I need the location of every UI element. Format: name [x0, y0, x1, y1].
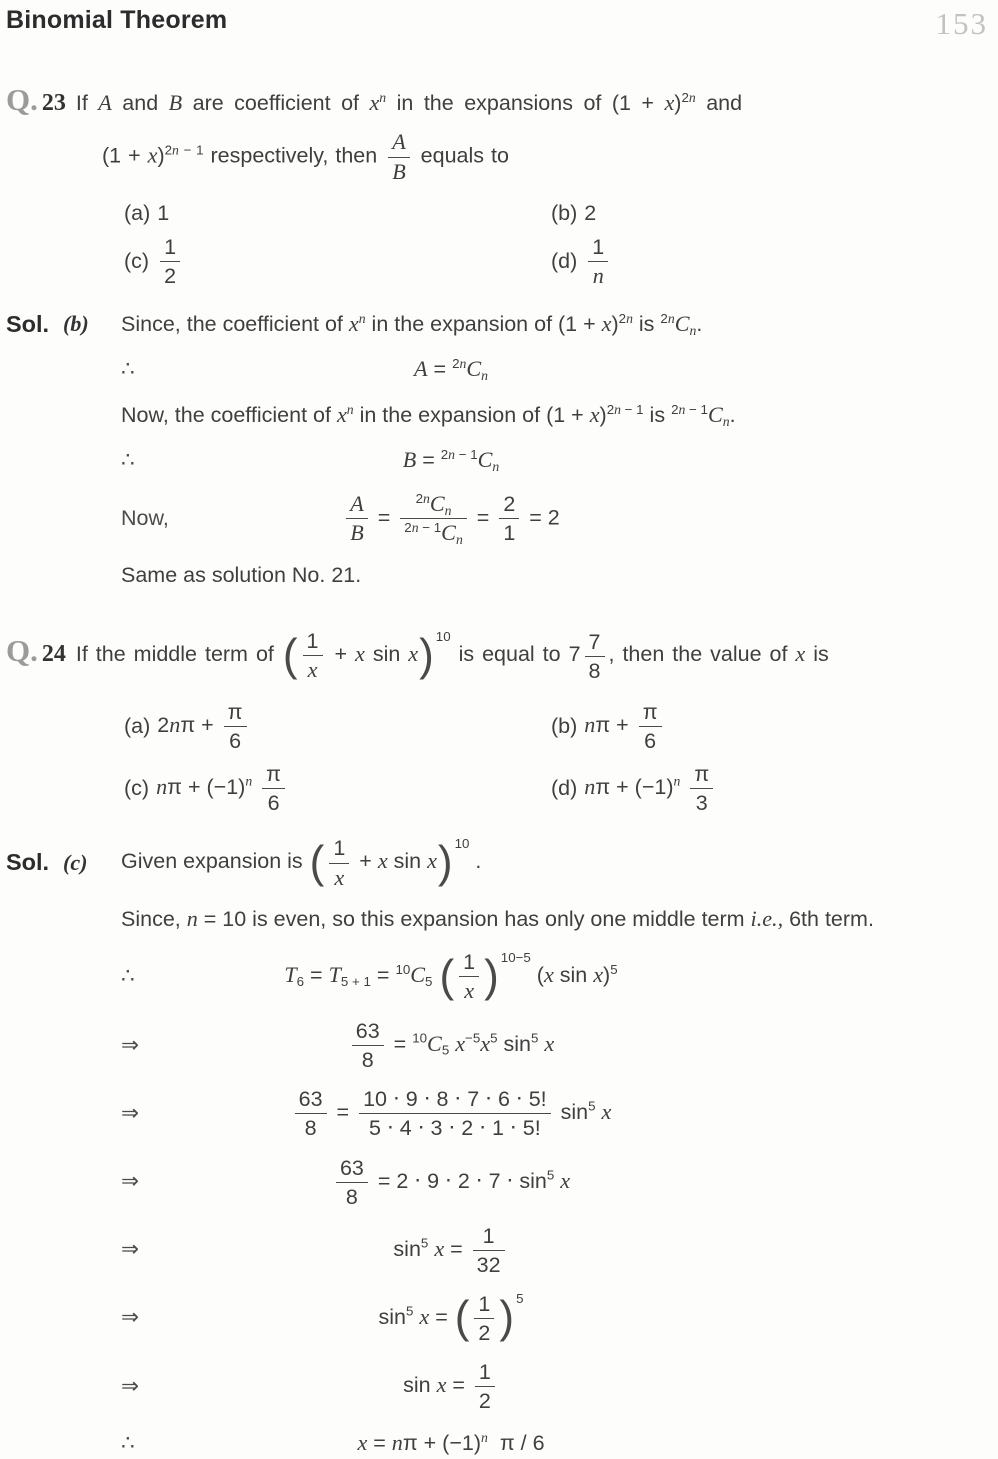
option-label: (d) — [551, 248, 578, 273]
equation: $\frac{A}{B}$ = $^{2n}C_n$ $^{2n - 1}C_n$ = $\frac{2}{1}$ = 2 — [86, 491, 816, 547]
solution-step — [6, 1291, 990, 1345]
therefore-symbol: ∴ — [121, 357, 135, 382]
q23-option-c — [124, 234, 551, 288]
equation: $x = n\pi + (-1)^n$ π / 6 — [357, 1429, 545, 1455]
equation: $B = ^{2n - 1}C_n$ — [402, 447, 500, 475]
therefore-symbol: ∴ — [121, 448, 135, 473]
solution-step — [6, 1359, 990, 1413]
option-value: 2 — [584, 200, 597, 225]
solution-step — [6, 1223, 990, 1277]
solution-step — [6, 445, 990, 477]
question-24-number: 24 — [41, 641, 66, 668]
option-value: 2nπ + $\frac{\pi}{6}$ — [157, 699, 250, 753]
option-label: (c) — [124, 248, 150, 273]
option-label: (a) — [124, 200, 151, 225]
implies-symbol: ⇒ — [121, 1100, 140, 1125]
implies-symbol: ⇒ — [121, 1373, 140, 1398]
question-24-text: If the middle term of ( $\frac{1}{x}$ + x sin x) $^{10}$ is equal to 7 $\frac{7}{8}$ , then the value of x is — [75, 628, 829, 683]
q24-option-b — [551, 699, 990, 753]
options-row — [124, 699, 990, 753]
page-title: Binomial Theorem — [6, 6, 228, 34]
q23-option-d — [551, 234, 990, 289]
solution-step — [6, 354, 990, 386]
equation: $\frac{63}{8}$ = $\frac{10 \cdot 9 \cdot 8 \cdot 7 \cdot 6 \cdot 5!}{5 \cdot 4 \cdot 3 \cdot 2 \cdot 1 \cdot 5!}$ $\sin^5 x$ — [86, 1086, 816, 1140]
solution-step — [6, 1427, 990, 1459]
q23-option-b — [551, 201, 990, 226]
solution-step — [6, 1018, 990, 1072]
page-number: 153 — [935, 6, 988, 41]
solution-text: Now, the coefficient of $x^n$ in the expansion of $(1 + x)^{2n - 1}$ is $^{2n - 1}C_n$. — [121, 401, 736, 429]
options-row — [124, 234, 990, 289]
now-label: Now, — [121, 505, 169, 530]
solution-text: Since, the coefficient of $x^n$ in the expansion of $(1 + x)^{2n}$ is $^{2n}C_n$. — [121, 310, 703, 338]
question-23-options — [124, 201, 990, 289]
option-value: nπ + $\frac{\pi}{6}$ — [584, 699, 665, 753]
option-value: $n\pi + (-1)^n$ $\frac{\pi}{6}$ — [156, 761, 289, 815]
question-24-line1 — [6, 628, 990, 683]
solution-text: Given expansion is ( $\frac{1}{x}$ + x sin x) $^{10}$ . — [121, 835, 482, 890]
question-q-badge: Q. — [6, 82, 38, 117]
question-24-options — [124, 699, 990, 815]
options-row — [124, 761, 990, 815]
option-label: (b) — [551, 713, 578, 738]
option-label: (a) — [124, 713, 151, 738]
solution-step — [6, 949, 990, 1004]
solution-step — [6, 1086, 990, 1140]
solution-step — [6, 1155, 990, 1209]
equation: sin x = $\frac{1}{2}$ — [86, 1359, 816, 1413]
q24-option-c — [124, 761, 551, 815]
implies-symbol: ⇒ — [121, 1032, 140, 1057]
option-label: (c) — [124, 775, 150, 800]
implies-symbol: ⇒ — [121, 1169, 140, 1194]
options-row — [124, 201, 990, 226]
question-23-line1 — [6, 84, 990, 119]
equation: $\frac{63}{8}$ = $2 \cdot 9 \cdot 2 \cdot 7 \cdot \sin^5 x$ — [86, 1155, 816, 1209]
option-value: $\frac{1}{2}$ — [156, 234, 184, 288]
therefore-symbol: ∴ — [121, 1430, 135, 1455]
question-23-text-cont: $(1 + x)^{2n - 1}$ respectively, then $\frac{A}{B}$ equals to — [102, 129, 509, 184]
question-23 — [6, 84, 990, 289]
solution-text: Since, n = 10 is even, so this expansion has only one middle term i.e., 6th term. — [121, 906, 874, 932]
option-label: (b) — [551, 200, 578, 225]
answer-key: (b) — [63, 311, 89, 337]
solution-step — [6, 491, 990, 547]
option-value: $n\pi + (-1)^n$ $\frac{\pi}{3}$ — [584, 761, 717, 815]
answer-key: (c) — [63, 849, 88, 875]
implies-symbol: ⇒ — [121, 1237, 140, 1262]
implies-symbol: ⇒ — [121, 1305, 140, 1330]
page-header — [6, 6, 990, 42]
option-value: 1 — [157, 200, 170, 225]
equation: $\sin^5 x$ = $\frac{1}{32}$ — [86, 1223, 816, 1277]
q24-option-d — [551, 761, 990, 815]
sol-label: Sol. — [6, 849, 50, 876]
q24-option-a — [124, 699, 551, 753]
question-24 — [6, 628, 990, 815]
option-label: (d) — [551, 775, 578, 800]
question-q-badge: Q. — [6, 633, 38, 669]
equation: $\sin^5 x$ = ( $\frac{1}{2}$ ) $^5$ — [378, 1290, 524, 1345]
solution-23-head — [6, 309, 990, 340]
question-23-number: 23 — [41, 90, 66, 116]
equation: $T_6 = T_{5 + 1} = ^{10}C_5$ ( $\frac{1}{x}$ ) $^{10-5}$ (x sin x)$^5$ — [284, 949, 618, 1004]
solution-23 — [6, 309, 990, 591]
q23-option-a — [124, 201, 551, 226]
solution-note: Same as solution No. 21. — [121, 563, 362, 588]
therefore-symbol: ∴ — [121, 964, 135, 989]
equation: $A = ^{2n}C_n$ — [414, 356, 488, 384]
solution-24-head — [6, 835, 990, 890]
option-value: $\frac{1}{n}$ — [584, 234, 612, 289]
solution-24 — [6, 835, 990, 1459]
sol-label: Sol. — [6, 310, 50, 337]
question-23-text: If A and B are coefficient of $x^n$ in the expansions of $(1 + x)^{2n}$ and — [75, 89, 743, 115]
equation: $\frac{63}{8}$ = $^{10}C_5$ $x^{-5}x^5$ $\sin^5 x$ — [86, 1018, 816, 1072]
